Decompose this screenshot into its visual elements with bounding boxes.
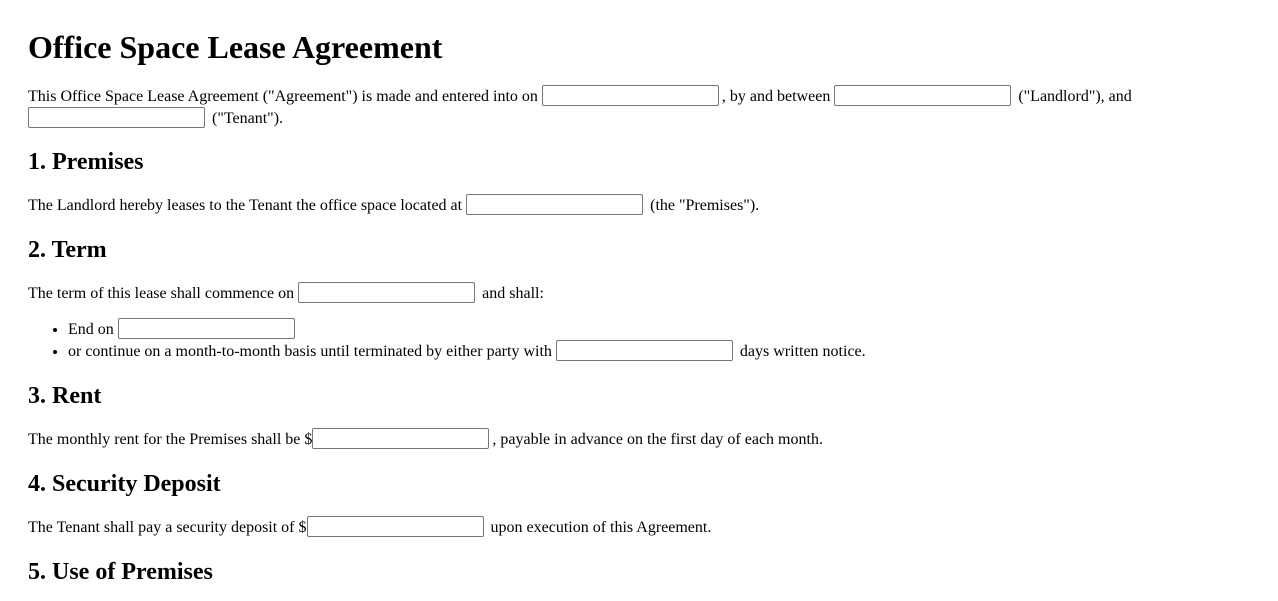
notice-days-input[interactable] xyxy=(556,340,733,361)
intro-text-3: ("Landlord"), and xyxy=(1018,88,1132,105)
section-heading-use: 5. Use of Premises xyxy=(28,559,213,585)
term-continue-text-1: or continue on a month-to-month basis until terminated by either party with xyxy=(68,343,552,360)
section-heading-term: 2. Term xyxy=(28,237,107,263)
term-continue-text-2: days written notice. xyxy=(739,343,866,360)
term-options-list xyxy=(28,319,866,363)
intro-paragraph xyxy=(28,86,1132,130)
section-heading-deposit: 4. Security Deposit xyxy=(28,471,221,497)
intro-text-4: ("Tenant"). xyxy=(212,109,284,127)
monthly-rent-input[interactable] xyxy=(312,428,489,449)
term-paragraph xyxy=(28,283,544,305)
end-date-input[interactable] xyxy=(118,318,295,339)
intro-text-1: This Office Space Lease Agreement ("Agreement") is made and entered into on xyxy=(28,88,538,105)
premises-text-1: The Landlord hereby leases to the Tenant the office space located at xyxy=(28,197,463,214)
rent-text-2: , payable in advance on the first day of each month. xyxy=(492,431,823,448)
term-text-2: and shall: xyxy=(482,285,544,302)
intro-text-2: , by and between xyxy=(721,88,831,105)
section-heading-rent: 3. Rent xyxy=(28,383,102,409)
term-option-continue xyxy=(68,341,866,363)
rent-text-1: The monthly rent for the Premises shall be $ xyxy=(28,431,313,448)
tenant-name-input[interactable] xyxy=(28,107,205,128)
premises-paragraph xyxy=(28,195,759,217)
deposit-text-2: upon execution of this Agreement. xyxy=(490,519,712,536)
premises-text-2: (the "Premises"). xyxy=(650,197,760,214)
term-end-label: End on xyxy=(68,321,114,338)
security-deposit-input[interactable] xyxy=(307,516,484,537)
section-heading-premises: 1. Premises xyxy=(28,149,144,175)
page-title: Office Space Lease Agreement xyxy=(28,29,443,65)
commence-date-input[interactable] xyxy=(298,282,475,303)
agreement-date-input[interactable] xyxy=(542,85,719,106)
term-option-end xyxy=(68,319,866,341)
landlord-name-input[interactable] xyxy=(834,85,1011,106)
rent-paragraph xyxy=(28,429,823,451)
deposit-text-1: The Tenant shall pay a security deposit of $ xyxy=(28,519,307,536)
deposit-paragraph xyxy=(28,517,711,539)
premises-address-input[interactable] xyxy=(466,194,643,215)
term-text-1: The term of this lease shall commence on xyxy=(28,285,295,302)
